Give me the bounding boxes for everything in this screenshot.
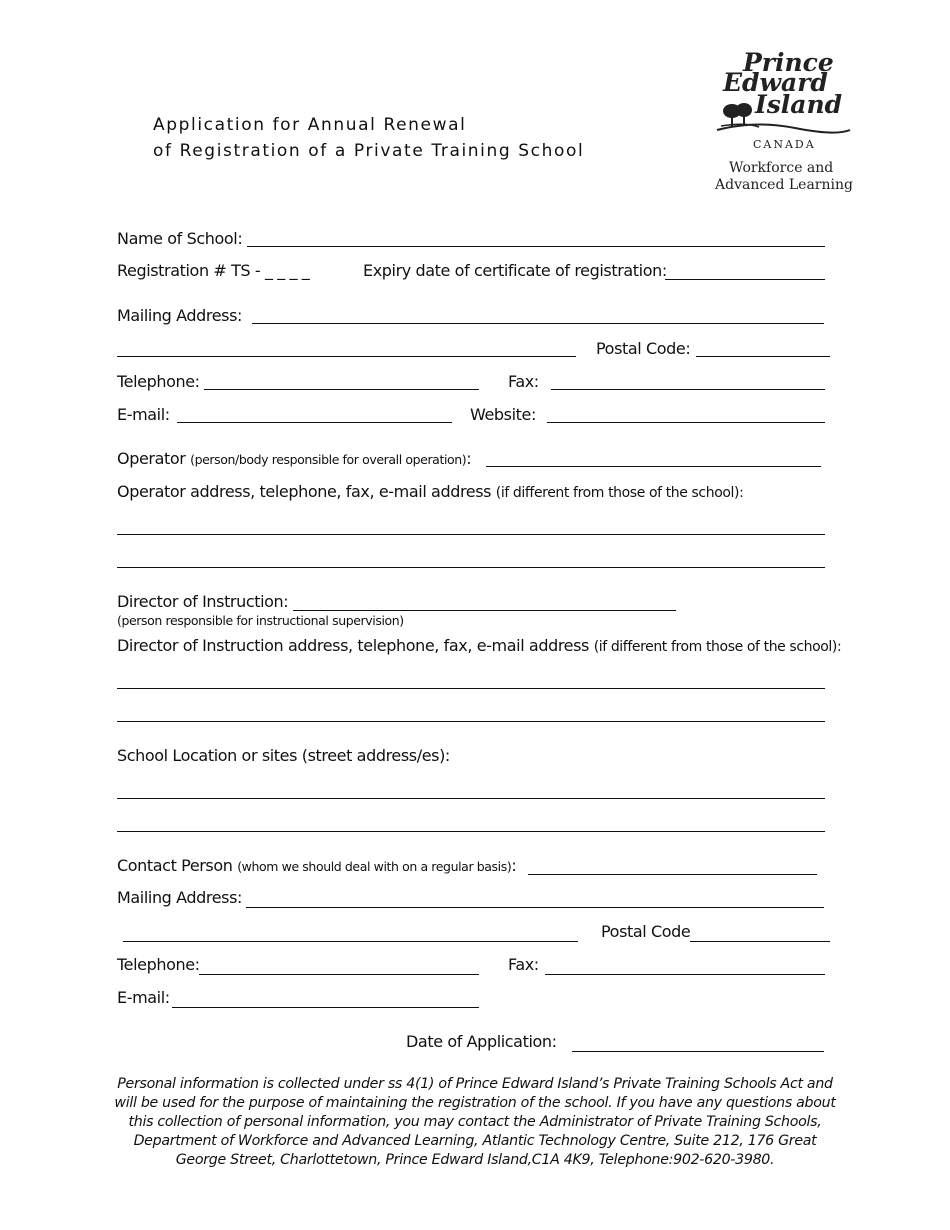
privacy-notice-line: George Street, Charlottetown, Prince Edward Island,C1A 4K9, Telephone:902-620-3980.	[175, 1152, 775, 1168]
name-of-school-label: Name of School:	[117, 229, 243, 248]
operator-address-field-1[interactable]	[117, 534, 825, 535]
operator-note: (person/body responsible for overall operation)	[190, 452, 467, 467]
contact-email-label: E-mail:	[117, 988, 170, 1007]
contact-mailing-address-label: Mailing Address:	[117, 888, 243, 907]
operator-address-field-2[interactable]	[117, 567, 825, 568]
mailing-address-field[interactable]	[252, 323, 824, 324]
operator-label	[117, 449, 471, 468]
privacy-notice	[110, 1075, 840, 1170]
director-note: (person responsible for instructional supervision)	[117, 613, 404, 628]
form-title-line1: Application for Annual Renewal	[153, 115, 467, 135]
expiry-date-field[interactable]	[665, 279, 825, 280]
director-field[interactable]	[293, 610, 676, 611]
school-location-field-2[interactable]	[117, 831, 825, 832]
operator-address-note: (if different from those of the school):	[495, 485, 744, 501]
telephone-label: Telephone:	[117, 372, 200, 391]
pei-logo	[705, 48, 865, 198]
email-label: E-mail:	[117, 405, 170, 424]
operator-address-text: Operator address, telephone, fax, e-mail address	[117, 482, 492, 501]
expiry-date-label: Expiry date of certificate of registration:	[363, 261, 667, 280]
telephone-field[interactable]	[204, 389, 479, 390]
contact-telephone-field[interactable]	[199, 974, 479, 975]
contact-telephone-label: Telephone:	[117, 955, 200, 974]
mailing-address-label: Mailing Address:	[117, 306, 243, 325]
director-address-field-2[interactable]	[117, 721, 825, 722]
contact-fax-label: Fax:	[508, 955, 539, 974]
privacy-notice-line: will be used for the purpose of maintaining the registration of the school. If you have any questions about	[114, 1095, 836, 1111]
fax-label: Fax:	[508, 372, 539, 391]
director-address-field-1[interactable]	[117, 688, 825, 689]
school-location-label: School Location or sites (street address/es):	[117, 746, 450, 765]
operator-colon: :	[466, 449, 472, 468]
form-title-line2: of Registration of a Private Training School	[153, 141, 585, 161]
privacy-notice-line: Personal information is collected under ss 4(1) of Prince Edward Island’s Private Training Schools Act and	[117, 1076, 833, 1092]
director-label: Director of Instruction:	[117, 592, 289, 611]
contact-person-field[interactable]	[528, 874, 817, 875]
operator-label-text: Operator	[117, 449, 186, 468]
privacy-notice-line: Department of Workforce and Advanced Learning, Atlantic Technology Centre, Suite 212, 176 Great	[133, 1133, 817, 1149]
school-location-field-1[interactable]	[117, 798, 825, 799]
mailing-address-field-2[interactable]	[117, 356, 576, 357]
contact-postal-code-field[interactable]	[690, 941, 830, 942]
logo-word-edward: Edward	[723, 68, 828, 97]
logo-dept-line2: Advanced Learning	[715, 177, 853, 193]
contact-person-colon: :	[511, 856, 517, 875]
postal-code-field[interactable]	[696, 356, 830, 357]
logo-word-prince: Prince	[743, 48, 834, 77]
director-address-text: Director of Instruction address, telephone, fax, e-mail address	[117, 636, 589, 655]
contact-mailing-address-field-2[interactable]	[123, 941, 578, 942]
operator-address-label	[117, 482, 743, 501]
logo-dept-line1: Workforce and	[729, 160, 834, 176]
privacy-notice-line: this collection of personal information, you may contact the Administrator of Private Training Schools,	[128, 1114, 822, 1130]
logo-country: CANADA	[753, 138, 816, 151]
director-address-label	[117, 636, 841, 655]
fax-field[interactable]	[551, 389, 825, 390]
director-address-note: (if different from those of the school):	[593, 639, 842, 655]
contact-person-note: (whom we should deal with on a regular basis)	[237, 859, 512, 874]
email-field[interactable]	[177, 422, 452, 423]
date-of-application-label: Date of Application:	[406, 1032, 557, 1051]
logo-word-island: Island	[755, 90, 843, 119]
postal-code-label: Postal Code:	[596, 339, 691, 358]
contact-fax-field[interactable]	[545, 974, 825, 975]
contact-person-label	[117, 856, 516, 875]
website-label: Website:	[470, 405, 536, 424]
date-of-application-field[interactable]	[572, 1051, 824, 1052]
contact-mailing-address-field[interactable]	[246, 907, 824, 908]
contact-postal-code-label: Postal Code	[601, 922, 691, 941]
contact-email-field[interactable]	[172, 1007, 479, 1008]
operator-field[interactable]	[486, 466, 821, 467]
website-field[interactable]	[547, 422, 825, 423]
contact-person-text: Contact Person	[117, 856, 233, 875]
registration-number-label: Registration # TS - _ _ _ _	[117, 261, 310, 280]
tree-icon	[715, 100, 855, 140]
name-of-school-field[interactable]	[247, 246, 825, 247]
